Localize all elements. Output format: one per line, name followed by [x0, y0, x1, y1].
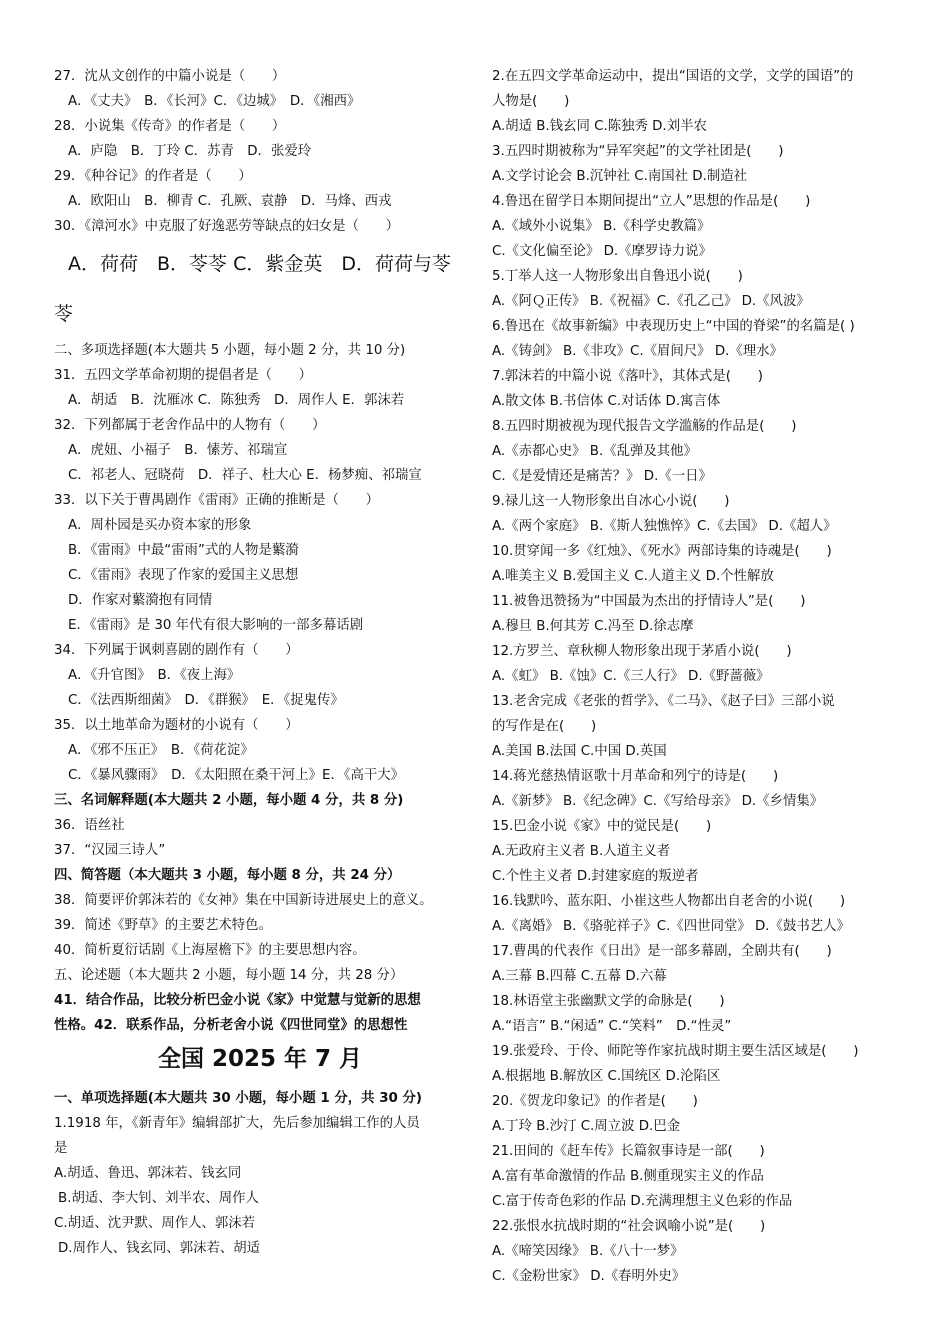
- left-line: 性格。42．联系作品，分析老舍小说《四世同堂》的思想性: [54, 1018, 408, 1033]
- right-line: A.《赤都心史》 B.《乱弹及其他》: [492, 444, 697, 459]
- right-line: 18.林语堂主张幽默文学的命脉是( ): [492, 994, 725, 1009]
- left-line: 31．五四文学革命初期的提倡者是（ ）: [54, 368, 313, 383]
- right-line: A.《铸剑》 B.《非攻》C.《眉间尺》 D.《理水》: [492, 344, 783, 359]
- right-line: A.散文体 B.书信体 C.对话体 D.寓言体: [492, 394, 721, 409]
- left-line: 是: [54, 1141, 68, 1156]
- right-line: A.《离婚》 B.《骆驼祥子》C.《四世同堂》 D.《鼓书艺人》: [492, 919, 850, 934]
- right-line: 15.巴金小说《家》中的觉民是( ): [492, 819, 712, 834]
- right-line: A.美国 B.法国 C.中国 D.英国: [492, 744, 667, 759]
- right-line: A.《域外小说集》 B.《科学史教篇》: [492, 219, 711, 234]
- left-line: C.胡适、沈尹默、周作人、郭沫若: [54, 1216, 256, 1231]
- left-line: A．周朴园是买办资本家的形象: [68, 518, 252, 533]
- right-line: 人物是( ): [492, 94, 570, 109]
- left-line: 38．简要评价郭沫若的《女神》集在中国新诗进展史上的意义。: [54, 893, 433, 908]
- right-line: A.胡适 B.钱玄同 C.陈独秀 D.刘半农: [492, 119, 707, 134]
- right-line: C.个性主义者 D.封建家庭的叛逆者: [492, 869, 699, 884]
- left-line: 四、简答题（本大题共 3 小题，每小题 8 分，共 24 分）: [54, 868, 401, 883]
- right-line: A.《阿Ｑ正传》 B.《祝福》C.《孔乙己》 D.《风波》: [492, 294, 810, 309]
- right-line: 20.《贺龙印象记》的作者是( ): [492, 1094, 698, 1109]
- right-line: 5.丁举人这一人物形象出自鲁迅小说( ): [492, 269, 743, 284]
- right-line: A.文学讨论会 B.沉钟社 C.南国社 D.制造社: [492, 169, 748, 184]
- right-line: 11.被鲁迅赞扬为“中国最为杰出的抒情诗人”是( ): [492, 594, 806, 609]
- right-line: C.《金粉世家》 D.《春明外史》: [492, 1269, 686, 1284]
- left-line: D.周作人、钱玄同、郭沫若、胡适: [58, 1241, 261, 1256]
- right-line: 12.方罗兰、章秋柳人物形象出现于茅盾小说( ): [492, 644, 792, 659]
- right-line: 9.禄儿这一人物形象出自冰心小说( ): [492, 494, 730, 509]
- right-line: A.“语言” B.“闲适” C.“笑料” D.“性灵”: [492, 1019, 732, 1034]
- right-line: A.富有革命激情的作品 B.侧重现实主义的作品: [492, 1169, 764, 1184]
- right-line: 21.田间的《赶车传》长篇叙事诗是一部( ): [492, 1144, 765, 1159]
- right-line: C.《文化偏至论》 D.《摩罗诗力说》: [492, 244, 712, 259]
- right-line: 4.鲁迅在留学日本期间提出“立人”思想的作品是( ): [492, 194, 811, 209]
- right-line: 3.五四时期被称为“异军突起”的文学社团是( ): [492, 144, 784, 159]
- left-line: 41．结合作品，比较分析巴金小说《家》中觉慧与觉新的思想: [54, 993, 421, 1008]
- right-line: A.《啼笑因缘》 B.《八十一梦》: [492, 1244, 684, 1259]
- right-line: 22.张恨水抗战时期的“社会讽喻小说”是( ): [492, 1219, 766, 1234]
- right-line: A.《新梦》 B.《纪念碑》C.《写给母亲》 D.《乡情集》: [492, 794, 824, 809]
- left-line: 苓: [54, 303, 74, 325]
- right-line: A.三幕 B.四幕 C.五幕 D.六幕: [492, 969, 667, 984]
- left-line: C．祁老人、冠晓荷 D．祥子、杜大心 E．杨梦痴、祁瑞宣: [68, 468, 422, 483]
- left-line: 34．下列属于讽刺喜剧的剧作有（ ）: [54, 643, 299, 658]
- right-line: 7.郭沫若的中篇小说《落叶》，其体式是( ): [492, 369, 763, 384]
- right-line: A.丁玲 B.沙汀 C.周立波 D.巴金: [492, 1119, 681, 1134]
- right-line: A.《虹》 B.《蚀》C.《三人行》 D.《野蔷薇》: [492, 669, 770, 684]
- right-line: 6.鲁迅在《故事新编》中表现历史上“中国的脊梁”的名篇是( ): [492, 319, 855, 334]
- right-line: A.唯美主义 B.爱国主义 C.人道主义 D.个性解放: [492, 569, 774, 584]
- left-line: A．《升官图》 B．《夜上海》: [68, 668, 241, 683]
- right-line: 10.贯穿闻一多《红烛》、《死水》两部诗集的诗魂是( ): [492, 544, 832, 559]
- right-line: 的写作是在( ): [492, 719, 597, 734]
- right-line: A.《两个家庭》 B.《斯人独憔悴》C.《去国》 D.《超人》: [492, 519, 837, 534]
- left-line: A.胡适、鲁迅、郭沫若、钱玄同: [54, 1166, 242, 1181]
- right-line: 14.蒋光慈热情讴歌十月革命和列宁的诗是( ): [492, 769, 779, 784]
- left-line: 五、论述题（本大题共 2 小题，每小题 14 分，共 28 分）: [54, 968, 404, 983]
- left-line: 33．以下关于曹禺剧作《雷雨》正确的推断是（ ）: [54, 493, 380, 508]
- right-line: 17.曹禺的代表作《日出》是一部多幕剧，全剧共有( ): [492, 944, 832, 959]
- left-line: 28．小说集《传奇》的作者是（ ）: [54, 119, 286, 134]
- left-line: 39．简述《野草》的主要艺术特色。: [54, 918, 272, 933]
- right-line: A.根据地 B.解放区 C.国统区 D.沦陷区: [492, 1069, 721, 1084]
- left-line: B.胡适、李大钊、刘半农、周作人: [58, 1191, 259, 1206]
- left-line: A．《丈夫》 B．《长河》C．《边城》 D．《湘西》: [68, 94, 361, 109]
- left-line: E．《雷雨》是 30 年代有很大影响的一部多幕话剧: [68, 618, 364, 633]
- right-line: 19.张爱玲、于伶、师陀等作家抗战时期主要生活区域是( ): [492, 1044, 859, 1059]
- left-line: 三、名词解释题(本大题共 2 小题，每小题 4 分，共 8 分): [54, 793, 404, 808]
- right-line: 13.老舍完成《老张的哲学》、《二马》、《赵子曰》三部小说: [492, 694, 835, 709]
- right-line: 16.钱默吟、蓝东阳、小崔这些人物都出自老舍的小说( ): [492, 894, 846, 909]
- left-line: A．荷荷 B．苓苓 C．紫金英 D．荷荷与苓: [68, 253, 451, 275]
- right-line: A.穆旦 B.何其芳 C.冯至 D.徐志摩: [492, 619, 694, 634]
- left-line: 32．下列都属于老舍作品中的人物有（ ）: [54, 418, 326, 433]
- left-line: 37．“汉园三诗人”: [54, 843, 166, 858]
- left-line: 一、单项选择题(本大题共 30 小题，每小题 1 分，共 30 分): [54, 1091, 422, 1106]
- left-line: A．胡适 B．沈雁冰 C．陈独秀 D．周作人 E．郭沫若: [68, 393, 405, 408]
- left-line: C．《暴风骤雨》 D．《太阳照在桑干河上》E．《高干大》: [68, 768, 405, 783]
- right-line: 8.五四时期被视为现代报告文学滥觞的作品是( ): [492, 419, 797, 434]
- left-line: 二、多项选择题(本大题共 5 小题，每小题 2 分，共 10 分): [54, 343, 406, 358]
- left-line: 全国 2025 年 7 月: [157, 1046, 363, 1072]
- left-line: 30．《漳河水》中克服了好逸恶劳等缺点的妇女是（ ）: [54, 219, 400, 234]
- right-line: C.《是爱情还是痛苦？》 D.《一日》: [492, 469, 712, 484]
- left-line: A．《邪不压正》 B．《荷花淀》: [68, 743, 254, 758]
- left-line: A．虎妞、小福子 B．愫芳、祁瑞宣: [68, 443, 288, 458]
- right-line: A.无政府主义者 B.人道主义者: [492, 844, 671, 859]
- left-line: C．《雷雨》表现了作家的爱国主义思想: [68, 568, 299, 583]
- right-line: 2.在五四文学革命运动中，提出“国语的文学，文学的国语”的: [492, 69, 854, 84]
- left-line: C．《法西斯细菌》 D．《群猴》 E．《捉鬼传》: [68, 693, 344, 708]
- left-line: 27．沈从文创作的中篇小说是（ ）: [54, 69, 286, 84]
- left-line: B．《雷雨》中最“雷雨”式的人物是蘩漪: [68, 543, 299, 558]
- left-line: D．作家对蘩漪抱有同情: [68, 593, 213, 608]
- right-line: C.富于传奇色彩的作品 D.充满理想主义色彩的作品: [492, 1194, 793, 1209]
- left-line: A．庐隐 B．丁玲 C．苏青 D．张爱玲: [68, 144, 312, 159]
- left-line: 35．以土地革命为题材的小说有（ ）: [54, 718, 299, 733]
- left-line: 1.1918 年，《新青年》编辑部扩大，先后参加编辑工作的人员: [54, 1116, 420, 1131]
- left-line: 36．语丝社: [54, 818, 125, 833]
- left-line: A．欧阳山 B．柳青 C．孔厥、袁静 D．马烽、西戎: [68, 194, 392, 209]
- left-line: 29．《种谷记》的作者是（ ）: [54, 169, 252, 184]
- left-line: 40．简析夏衍话剧《上海屋檐下》的主要思想内容。: [54, 943, 366, 958]
